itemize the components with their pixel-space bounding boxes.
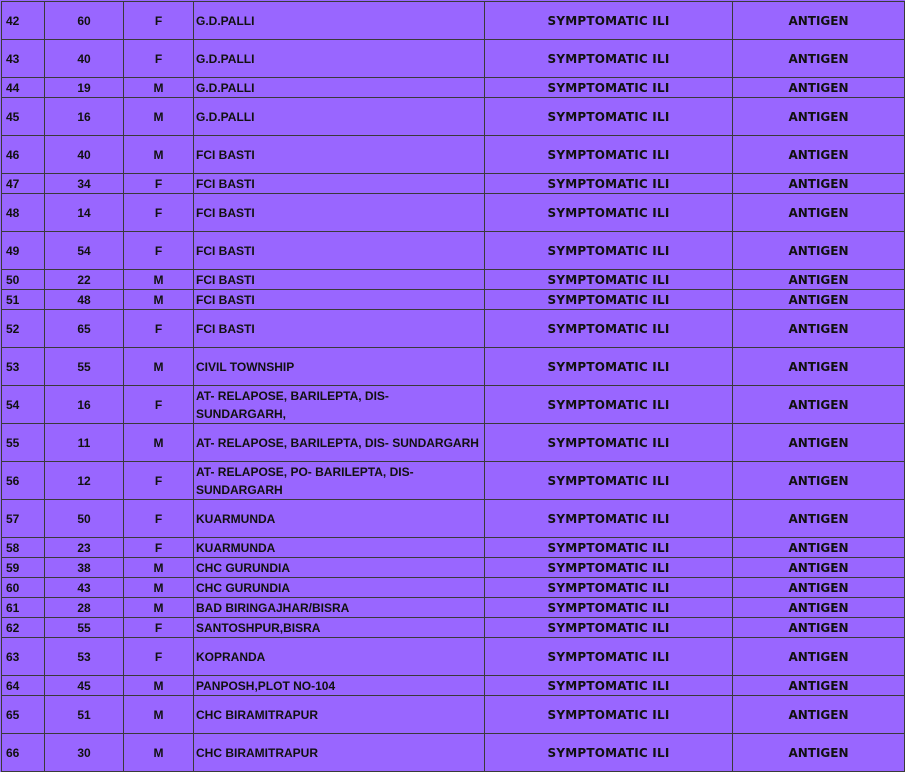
category-cell: SYMPTOMATIC ILI <box>485 578 733 598</box>
sex-cell: F <box>124 194 194 232</box>
test-type-cell: ANTIGEN <box>733 40 905 78</box>
age-cell: 60 <box>45 2 124 40</box>
address-cell: FCI BASTI <box>194 290 485 310</box>
address-cell: CHC BIRAMITRAPUR <box>194 696 485 734</box>
age-cell: 34 <box>45 174 124 194</box>
table-row <box>2 98 905 136</box>
serial-number-cell: 46 <box>2 136 45 174</box>
sex-cell: M <box>124 676 194 696</box>
age-cell: 28 <box>45 598 124 618</box>
table-row <box>2 310 905 348</box>
test-type-cell: ANTIGEN <box>733 232 905 270</box>
serial-number-cell: 48 <box>2 194 45 232</box>
age-cell: 11 <box>45 424 124 462</box>
sex-cell: M <box>124 290 194 310</box>
address-cell: G.D.PALLI <box>194 40 485 78</box>
category-cell: SYMPTOMATIC ILI <box>485 618 733 638</box>
table-row <box>2 578 905 598</box>
address-cell: FCI BASTI <box>194 310 485 348</box>
category-cell: SYMPTOMATIC ILI <box>485 98 733 136</box>
address-cell: KOPRANDA <box>194 638 485 676</box>
serial-number-cell: 63 <box>2 638 45 676</box>
test-type-cell: ANTIGEN <box>733 558 905 578</box>
category-cell: SYMPTOMATIC ILI <box>485 538 733 558</box>
category-cell: SYMPTOMATIC ILI <box>485 734 733 772</box>
serial-number-cell: 59 <box>2 558 45 578</box>
table-row <box>2 558 905 578</box>
test-type-cell: ANTIGEN <box>733 696 905 734</box>
table-row <box>2 2 905 40</box>
category-cell: SYMPTOMATIC ILI <box>485 386 733 424</box>
serial-number-cell: 45 <box>2 98 45 136</box>
test-type-cell: ANTIGEN <box>733 98 905 136</box>
table-row <box>2 270 905 290</box>
address-cell: G.D.PALLI <box>194 2 485 40</box>
address-cell: CHC BIRAMITRAPUR <box>194 734 485 772</box>
table-row <box>2 638 905 676</box>
age-cell: 40 <box>45 136 124 174</box>
category-cell: SYMPTOMATIC ILI <box>485 40 733 78</box>
serial-number-cell: 65 <box>2 696 45 734</box>
address-cell: G.D.PALLI <box>194 98 485 136</box>
table-row <box>2 348 905 386</box>
sex-cell: F <box>124 538 194 558</box>
serial-number-cell: 43 <box>2 40 45 78</box>
test-type-cell: ANTIGEN <box>733 78 905 98</box>
age-cell: 45 <box>45 676 124 696</box>
sex-cell: M <box>124 136 194 174</box>
category-cell: SYMPTOMATIC ILI <box>485 638 733 676</box>
address-cell: KUARMUNDA <box>194 538 485 558</box>
test-type-cell: ANTIGEN <box>733 598 905 618</box>
sex-cell: M <box>124 348 194 386</box>
test-type-cell: ANTIGEN <box>733 578 905 598</box>
serial-number-cell: 55 <box>2 424 45 462</box>
age-cell: 14 <box>45 194 124 232</box>
serial-number-cell: 64 <box>2 676 45 696</box>
serial-number-cell: 42 <box>2 2 45 40</box>
test-type-cell: ANTIGEN <box>733 270 905 290</box>
category-cell: SYMPTOMATIC ILI <box>485 174 733 194</box>
sex-cell: F <box>124 2 194 40</box>
sex-cell: M <box>124 578 194 598</box>
age-cell: 53 <box>45 638 124 676</box>
patient-table <box>1 1 905 772</box>
address-cell: AT- RELAPOSE, BARILEPTA, DIS- SUNDARGARH, <box>194 386 485 424</box>
sex-cell: F <box>124 618 194 638</box>
table-row <box>2 598 905 618</box>
sex-cell: M <box>124 734 194 772</box>
test-type-cell: ANTIGEN <box>733 734 905 772</box>
serial-number-cell: 44 <box>2 78 45 98</box>
sex-cell: M <box>124 78 194 98</box>
serial-number-cell: 66 <box>2 734 45 772</box>
table-row <box>2 676 905 696</box>
serial-number-cell: 53 <box>2 348 45 386</box>
table-row <box>2 386 905 424</box>
test-type-cell: ANTIGEN <box>733 2 905 40</box>
test-type-cell: ANTIGEN <box>733 310 905 348</box>
table-row <box>2 734 905 772</box>
address-cell: G.D.PALLI <box>194 78 485 98</box>
address-cell: AT- RELAPOSE, BARILEPTA, DIS- SUNDARGARH <box>194 424 485 462</box>
age-cell: 50 <box>45 500 124 538</box>
test-type-cell: ANTIGEN <box>733 500 905 538</box>
sex-cell: F <box>124 500 194 538</box>
sex-cell: F <box>124 638 194 676</box>
category-cell: SYMPTOMATIC ILI <box>485 194 733 232</box>
address-cell: FCI BASTI <box>194 232 485 270</box>
table-row <box>2 424 905 462</box>
age-cell: 65 <box>45 310 124 348</box>
test-type-cell: ANTIGEN <box>733 638 905 676</box>
address-cell: CHC GURUNDIA <box>194 578 485 598</box>
category-cell: SYMPTOMATIC ILI <box>485 462 733 500</box>
category-cell: SYMPTOMATIC ILI <box>485 290 733 310</box>
table-row <box>2 232 905 270</box>
sex-cell: F <box>124 174 194 194</box>
serial-number-cell: 61 <box>2 598 45 618</box>
serial-number-cell: 47 <box>2 174 45 194</box>
test-type-cell: ANTIGEN <box>733 424 905 462</box>
serial-number-cell: 57 <box>2 500 45 538</box>
sex-cell: M <box>124 696 194 734</box>
sex-cell: F <box>124 462 194 500</box>
category-cell: SYMPTOMATIC ILI <box>485 500 733 538</box>
category-cell: SYMPTOMATIC ILI <box>485 232 733 270</box>
age-cell: 12 <box>45 462 124 500</box>
table-body <box>2 2 905 772</box>
age-cell: 51 <box>45 696 124 734</box>
category-cell: SYMPTOMATIC ILI <box>485 696 733 734</box>
address-cell: CIVIL TOWNSHIP <box>194 348 485 386</box>
serial-number-cell: 52 <box>2 310 45 348</box>
category-cell: SYMPTOMATIC ILI <box>485 310 733 348</box>
age-cell: 19 <box>45 78 124 98</box>
age-cell: 16 <box>45 386 124 424</box>
category-cell: SYMPTOMATIC ILI <box>485 2 733 40</box>
age-cell: 55 <box>45 348 124 386</box>
sex-cell: M <box>124 98 194 136</box>
table-row <box>2 40 905 78</box>
test-type-cell: ANTIGEN <box>733 386 905 424</box>
table-row <box>2 174 905 194</box>
serial-number-cell: 54 <box>2 386 45 424</box>
address-cell: FCI BASTI <box>194 136 485 174</box>
table-row <box>2 696 905 734</box>
test-type-cell: ANTIGEN <box>733 538 905 558</box>
category-cell: SYMPTOMATIC ILI <box>485 598 733 618</box>
sex-cell: M <box>124 558 194 578</box>
test-type-cell: ANTIGEN <box>733 194 905 232</box>
age-cell: 54 <box>45 232 124 270</box>
age-cell: 22 <box>45 270 124 290</box>
table-row <box>2 618 905 638</box>
test-type-cell: ANTIGEN <box>733 676 905 696</box>
serial-number-cell: 58 <box>2 538 45 558</box>
category-cell: SYMPTOMATIC ILI <box>485 558 733 578</box>
address-cell: FCI BASTI <box>194 174 485 194</box>
serial-number-cell: 51 <box>2 290 45 310</box>
age-cell: 48 <box>45 290 124 310</box>
age-cell: 40 <box>45 40 124 78</box>
address-cell: PANPOSH,PLOT NO-104 <box>194 676 485 696</box>
sex-cell: F <box>124 40 194 78</box>
age-cell: 38 <box>45 558 124 578</box>
category-cell: SYMPTOMATIC ILI <box>485 348 733 386</box>
sex-cell: M <box>124 270 194 290</box>
table-row <box>2 194 905 232</box>
table-row <box>2 462 905 500</box>
sex-cell: M <box>124 598 194 618</box>
table-row <box>2 78 905 98</box>
sex-cell: F <box>124 386 194 424</box>
serial-number-cell: 49 <box>2 232 45 270</box>
category-cell: SYMPTOMATIC ILI <box>485 270 733 290</box>
serial-number-cell: 56 <box>2 462 45 500</box>
address-cell: BAD BIRINGAJHAR/BISRA <box>194 598 485 618</box>
serial-number-cell: 60 <box>2 578 45 598</box>
category-cell: SYMPTOMATIC ILI <box>485 424 733 462</box>
category-cell: SYMPTOMATIC ILI <box>485 78 733 98</box>
sex-cell: M <box>124 424 194 462</box>
address-cell: AT- RELAPOSE, PO- BARILEPTA, DIS- SUNDARGARH <box>194 462 485 500</box>
age-cell: 30 <box>45 734 124 772</box>
age-cell: 23 <box>45 538 124 558</box>
serial-number-cell: 50 <box>2 270 45 290</box>
table-row <box>2 290 905 310</box>
test-type-cell: ANTIGEN <box>733 618 905 638</box>
address-cell: FCI BASTI <box>194 194 485 232</box>
table-row <box>2 136 905 174</box>
test-type-cell: ANTIGEN <box>733 136 905 174</box>
address-cell: CHC GURUNDIA <box>194 558 485 578</box>
table-row <box>2 500 905 538</box>
test-type-cell: ANTIGEN <box>733 348 905 386</box>
table-row <box>2 538 905 558</box>
test-type-cell: ANTIGEN <box>733 290 905 310</box>
serial-number-cell: 62 <box>2 618 45 638</box>
sex-cell: F <box>124 232 194 270</box>
age-cell: 16 <box>45 98 124 136</box>
sex-cell: F <box>124 310 194 348</box>
category-cell: SYMPTOMATIC ILI <box>485 676 733 696</box>
age-cell: 55 <box>45 618 124 638</box>
test-type-cell: ANTIGEN <box>733 174 905 194</box>
address-cell: KUARMUNDA <box>194 500 485 538</box>
category-cell: SYMPTOMATIC ILI <box>485 136 733 174</box>
address-cell: SANTOSHPUR,BISRA <box>194 618 485 638</box>
address-cell: FCI BASTI <box>194 270 485 290</box>
test-type-cell: ANTIGEN <box>733 462 905 500</box>
age-cell: 43 <box>45 578 124 598</box>
